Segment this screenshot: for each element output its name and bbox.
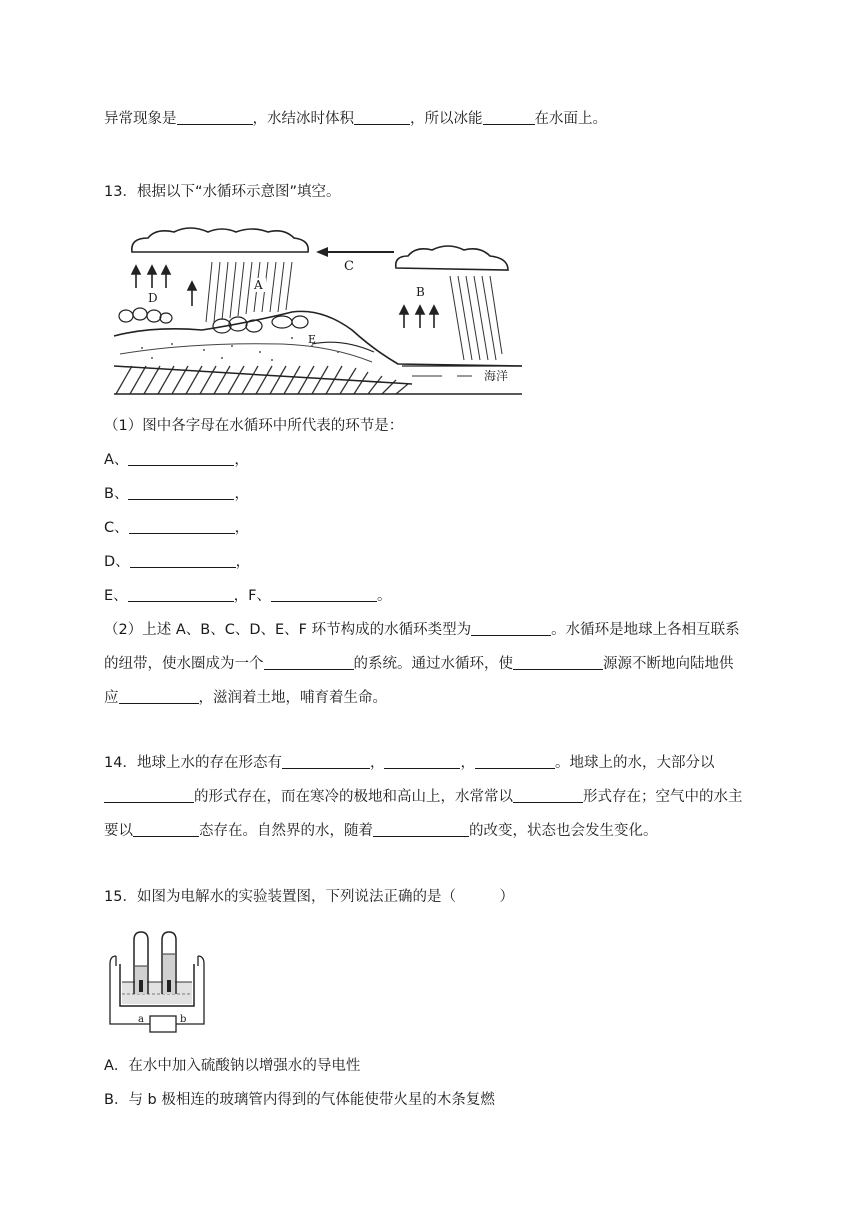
- blank[interactable]: [384, 752, 460, 769]
- blank[interactable]: [282, 752, 370, 769]
- electrode-label-a: a: [138, 1014, 144, 1025]
- text: 异常现象是: [104, 111, 177, 127]
- label: ，F、: [233, 588, 272, 604]
- text: 形式存在；空气中的水主: [583, 789, 743, 805]
- question-12-tail: [104, 108, 607, 130]
- text: ，所以冰能: [410, 111, 483, 127]
- text: 的系统。通过水循环，使: [353, 656, 513, 672]
- blank[interactable]: [177, 108, 253, 125]
- text: 。: [377, 588, 392, 604]
- text: 的纽带，使水圈成为一个: [104, 656, 264, 672]
- text: 的改变，状态也会发生变化。: [469, 823, 658, 839]
- text: ，: [369, 755, 385, 771]
- blank[interactable]: [129, 517, 235, 534]
- blank[interactable]: [513, 786, 583, 803]
- label-A: A: [254, 278, 263, 292]
- question-13-part1: （1）图中各字母在水循环中所代表的环节是：: [104, 418, 404, 434]
- blank[interactable]: [104, 786, 194, 803]
- blank[interactable]: [471, 619, 551, 636]
- electrode-label-b: b: [180, 1014, 187, 1025]
- text: ，: [460, 755, 475, 771]
- answer-line-B: [104, 483, 249, 505]
- text: 的形式存在，而在寒冷的极地和高山上，水常常以: [194, 789, 513, 805]
- question-14-line2: [104, 786, 743, 808]
- answer-line-A: [104, 449, 249, 471]
- question-14-line1: [104, 752, 714, 774]
- label: A、: [104, 452, 129, 468]
- text: 14．地球上水的存在形态有: [104, 755, 282, 771]
- blank[interactable]: [475, 752, 555, 769]
- option-B[interactable]: B．与 b 极相连的玻璃管内得到的气体能使带火星的木条复燃: [104, 1092, 495, 1108]
- text: ，滋润着土地，哺育着生命。: [198, 690, 387, 706]
- text: 源源不断地向陆地供: [603, 656, 734, 672]
- label-B: B: [416, 285, 425, 299]
- blank[interactable]: [354, 108, 410, 125]
- label: B、: [104, 486, 129, 502]
- blank[interactable]: [264, 653, 354, 670]
- question-13-stem: 13．根据以下“水循环示意图”填空。: [104, 184, 341, 200]
- answer-line-C: [104, 517, 249, 539]
- electrolysis-apparatus: [108, 926, 208, 1034]
- blank[interactable]: [133, 820, 199, 837]
- blank[interactable]: [119, 687, 199, 704]
- text: ，水结冰时体积: [252, 111, 354, 127]
- text: 在水面上。: [534, 111, 607, 127]
- text: 要以: [104, 823, 133, 839]
- answer-line-D: [104, 551, 250, 573]
- label-D: D: [148, 291, 158, 305]
- text: ，: [234, 452, 249, 468]
- label-C: C: [344, 259, 354, 274]
- blank[interactable]: [130, 551, 236, 568]
- answer-line-EF: [104, 585, 392, 607]
- text: ，: [234, 486, 249, 502]
- blank[interactable]: [373, 820, 469, 837]
- blank[interactable]: [128, 483, 234, 500]
- question-13-part2-line3: [104, 687, 387, 709]
- blank[interactable]: [128, 449, 234, 466]
- option-A[interactable]: A．在水中加入硫酸钠以增强水的导电性: [104, 1058, 361, 1074]
- water-cycle-diagram: [112, 226, 524, 396]
- text: ，: [234, 520, 250, 536]
- label: C、: [104, 520, 129, 536]
- question-13-part2-line1: [104, 619, 740, 641]
- text: （2）上述 A、B、C、D、E、F 环节构成的水循环类型为: [104, 622, 472, 638]
- text: 。地球上的水，大部分以: [554, 755, 715, 771]
- blank[interactable]: [271, 585, 377, 602]
- question-14-line3: [104, 820, 658, 842]
- blank[interactable]: [513, 653, 603, 670]
- text: 。水循环是地球上各相互联系: [551, 622, 740, 638]
- label: E、: [104, 588, 128, 604]
- ocean-label: 海洋: [484, 369, 509, 383]
- question-13-part2-line2: [104, 653, 734, 675]
- text: ，: [235, 554, 251, 570]
- label: D、: [104, 554, 130, 570]
- text: 应: [104, 690, 119, 706]
- question-15-stem: 15．如图为电解水的实验装置图，下列说法正确的是（ ）: [104, 889, 514, 905]
- text: 态存在。自然界的水，随着: [199, 823, 373, 839]
- blank[interactable]: [483, 108, 535, 125]
- label-E: E: [308, 333, 317, 346]
- blank[interactable]: [128, 585, 234, 602]
